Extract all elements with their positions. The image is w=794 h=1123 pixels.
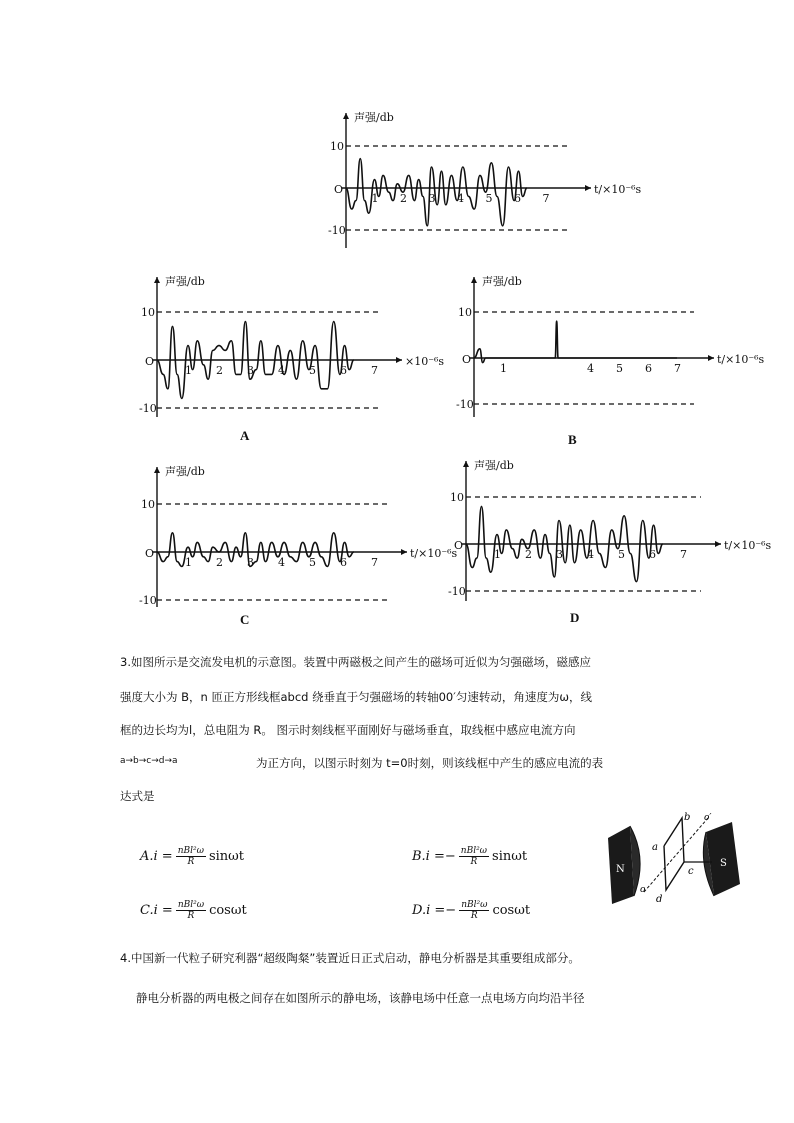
option-c[interactable] [140,900,247,921]
y-tick-10: 10 [330,140,344,153]
option-b-num: nBl²ω [460,846,488,856]
x-tick-4: 4 [587,362,594,375]
x-tick-5: 5 [309,364,316,377]
y-tick-neg10: -10 [139,402,157,415]
x-tick-4: 4 [278,556,285,569]
x-tick-4: 4 [587,548,594,561]
origin-label: O [334,183,344,196]
x-tick-3: 3 [247,556,254,569]
caption-b: B [568,432,577,447]
x-axis-label: t/×10⁻⁶s [594,183,642,196]
q3-line4b: 为正方向，以图示时刻为 t=0时刻，则该线框中产生的感应电流的表 [256,756,604,770]
x-tick-6: 6 [645,362,652,375]
x-tick-3: 3 [428,192,436,205]
option-c-label: C.i = [140,903,173,918]
option-d-fn: cosωt [492,903,531,918]
y-axis-arrow [343,113,349,119]
label-d: d [656,894,663,905]
x-tick-7: 7 [371,556,378,569]
x-tick-7: 7 [542,192,550,205]
label-o: o [640,885,646,895]
x-tick-6: 6 [514,192,521,205]
option-a-label: A.i = [140,849,173,864]
x-tick-6: 6 [340,556,347,569]
rotation-axis [644,818,708,892]
q4-line2: 静电分析器的两电极之间存在如图所示的静电场，该静电场中任意一点电场方向均沿半径 [136,991,585,1005]
graph-b [452,272,765,422]
x-tick-3: 3 [556,548,563,561]
option-a[interactable] [140,846,244,867]
y-axis-arrow [154,467,160,473]
option-a-num: nBl²ω [177,846,204,856]
x-axis-label: ×10⁻⁶s [405,355,445,368]
y-axis-label: 声强/db [354,111,394,124]
x-tick-1: 1 [500,362,507,375]
x-tick-7: 7 [371,364,378,377]
x-axis-arrow [585,185,591,191]
q3-line3: 框的边长均为l，总电阻为 R。 图示时刻线框平面刚好与磁场垂直，取线框中感应电流方向 [120,723,576,737]
x-axis-arrow [401,549,407,555]
x-tick-5: 5 [485,192,493,205]
origin-label: O [454,539,464,552]
q3-line5: 达式是 [120,789,155,803]
x-tick-4: 4 [457,192,464,205]
origin-label: O [145,355,155,368]
label-c: c [688,866,694,877]
y-axis-label: 声强/db [474,459,514,472]
y-tick-10: 10 [458,306,472,319]
option-b-sign: − [444,849,456,864]
y-tick-10: 10 [141,306,155,319]
x-tick-5: 5 [309,556,316,569]
option-d[interactable] [412,900,530,921]
x-tick-5: 5 [618,548,625,561]
y-axis-label: 声强/db [165,275,205,288]
option-d-label: D.i = [412,903,446,918]
y-axis-label: 声强/db [165,465,205,478]
caption-d: D [570,610,580,625]
option-b-fn: sinωt [492,849,528,864]
option-b-den: R [470,857,478,867]
x-tick-7: 7 [680,548,687,561]
x-tick-3: 3 [247,364,254,377]
x-axis-label: t/×10⁻⁶s [717,353,765,366]
origin-label: O [462,353,472,366]
option-c-den: R [187,911,195,921]
x-tick-6: 6 [649,548,656,561]
generator-figure [604,808,749,908]
pole-s-label: S [720,858,727,869]
q3-line2: 强度大小为 B，n 匝正方形线框abcd 绕垂直于匀强磁场的转轴00′匀速转动，角速度为ω，线 [120,690,592,704]
graph-b-svg [452,272,765,422]
y-tick-neg10: -10 [139,594,157,607]
graph-original-svg [328,108,642,253]
x-tick-1: 1 [185,556,192,569]
graph-original [328,108,642,253]
x-axis-label: t/×10⁻⁶s [724,539,772,552]
origin-label: O [145,547,155,560]
graph-a-svg [139,272,445,422]
y-axis-arrow [471,277,477,283]
option-c-fraction [176,900,206,921]
x-tick-7: 7 [674,362,681,375]
y-axis-arrow [463,461,469,467]
y-tick-10: 10 [141,498,155,511]
graph-a [139,272,445,422]
caption-a: A [240,428,250,443]
x-tick-2: 2 [216,364,223,377]
q3-line4a: a→b→c→d→a [120,756,178,766]
caption-c: C [240,612,250,627]
x-tick-5: 5 [616,362,623,375]
graph-d [446,456,772,606]
option-c-fn: cosωt [209,903,247,918]
graph-c [140,462,460,612]
y-tick-neg10: -10 [328,224,346,237]
x-tick-2: 2 [216,556,223,569]
option-c-num: nBl²ω [177,900,205,910]
option-a-fn: sinωt [208,849,244,864]
graph-c-svg [140,462,460,612]
q4-line1: 4.中国新一代粒子研究利器“超级陶粲”装置近日正式启动，静电分析器是其重要组成部分。 [120,951,580,965]
option-d-sign: − [445,903,457,918]
x-axis-arrow [708,355,714,361]
option-d-den: R [470,911,478,921]
sound-wave-line [474,321,677,362]
x-tick-4: 4 [278,364,285,377]
y-tick-neg10: -10 [448,585,466,598]
x-tick-1: 1 [371,192,379,205]
option-d-fraction [459,900,489,921]
x-tick-1: 1 [494,548,501,561]
x-axis-arrow [396,357,402,363]
option-d-num: nBl²ω [461,900,488,910]
y-tick-10: 10 [450,491,464,504]
label-a: a [652,842,658,853]
y-axis-label: 声强/db [482,275,522,288]
option-b-fraction [459,846,489,867]
generator-svg [604,808,749,908]
option-b-label: B.i = [412,849,445,864]
q3-line1: 3.如图所示是交流发电机的示意图。装置中两磁极之间产生的磁场可近似为匀强磁场，磁感应 [120,655,591,669]
x-tick-2: 2 [525,548,532,561]
y-axis-arrow [154,277,160,283]
x-tick-1: 1 [185,364,192,377]
x-axis-label: t/×10⁻⁶s [410,547,458,560]
pole-n-label: N [616,864,625,875]
graph-d-svg [446,456,772,606]
coil-frame [664,818,684,890]
x-tick-6: 6 [340,364,347,377]
x-tick-2: 2 [400,192,407,205]
label-o-prime: o′ [704,813,712,823]
y-tick-neg10: -10 [456,398,474,411]
option-b[interactable] [412,846,527,867]
label-b: b [684,812,691,823]
x-axis-arrow [715,541,721,547]
option-a-den: R [187,857,195,867]
option-a-fraction [176,846,206,867]
